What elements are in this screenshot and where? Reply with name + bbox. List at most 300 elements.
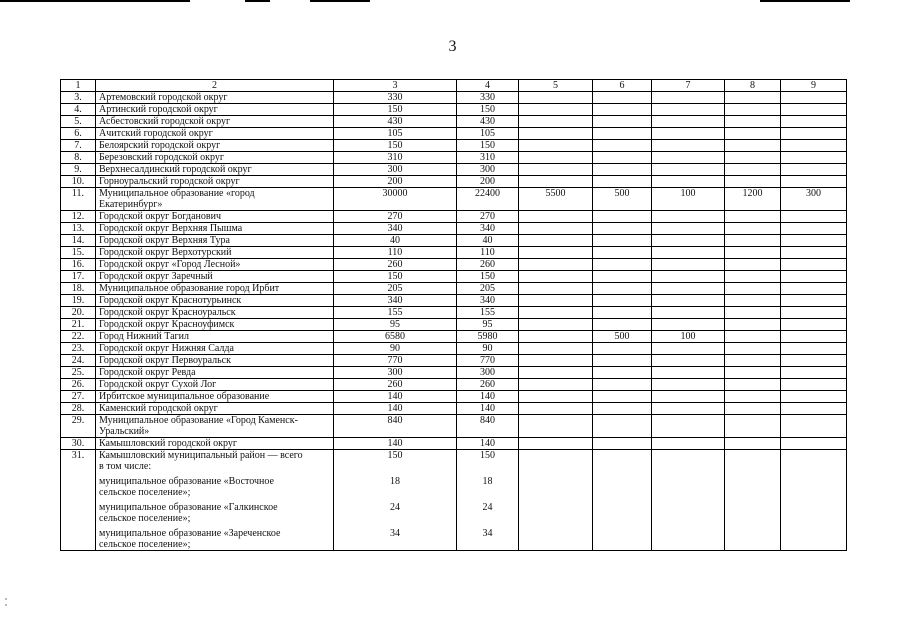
- value-cell-col-4: 310: [457, 152, 519, 164]
- municipality-name-line: Уральский»: [99, 426, 150, 437]
- municipality-name: Городской округ Верхняя Пышма: [96, 223, 334, 235]
- row-number: 21.: [61, 319, 96, 331]
- municipality-name: Ачитский городской округ: [96, 128, 334, 140]
- value-cell-col-3: 840: [334, 415, 457, 438]
- value-cell-col-5: [519, 450, 593, 551]
- sub-value-line: 24: [390, 502, 400, 513]
- row-number: 30.: [61, 438, 96, 450]
- value-cell-col-5: [519, 403, 593, 415]
- row-number: 24.: [61, 355, 96, 367]
- value-cell-col-6: [593, 259, 652, 271]
- blank-line: [460, 539, 515, 550]
- value-cell-col-5: [519, 307, 593, 319]
- value-cell-col-5: [519, 319, 593, 331]
- value-cell-col-6: [593, 379, 652, 391]
- row-number: 14.: [61, 235, 96, 247]
- municipality-name: Березовский городской округ: [96, 152, 334, 164]
- value-cell-col-8: [725, 235, 781, 247]
- municipality-name: Артинский городской округ: [96, 104, 334, 116]
- value-cell-col-6: [593, 367, 652, 379]
- value-cell-col-5: [519, 104, 593, 116]
- value-cell-col-4: 40: [457, 235, 519, 247]
- value-cell-col-7: [652, 391, 725, 403]
- value-cell-col-9: [781, 247, 847, 259]
- value-cell-col-4: 270: [457, 211, 519, 223]
- value-cell-col-8: [725, 247, 781, 259]
- row-number: 25.: [61, 367, 96, 379]
- table-row: [61, 235, 847, 247]
- municipality-name: Городской округ Верхотурский: [96, 247, 334, 259]
- row-number: 31.: [61, 450, 96, 551]
- table-row: [61, 379, 847, 391]
- value-cell-col-8: [725, 271, 781, 283]
- value-cell-col-9: [781, 176, 847, 188]
- value-cell-col-9: [781, 235, 847, 247]
- value-cell-col-9: [781, 211, 847, 223]
- municipality-name: [96, 188, 334, 211]
- value-cell-col-9: [781, 379, 847, 391]
- value-cell-col-6: [593, 271, 652, 283]
- value-cell-col-8: [725, 140, 781, 152]
- value-cell-col-4: 140: [457, 403, 519, 415]
- municipality-name-line: Муниципальное образование «город: [99, 188, 255, 199]
- value-cell-col-4: 150: [457, 140, 519, 152]
- value-cell-col-8: [725, 450, 781, 551]
- header-cell-4: 4: [457, 80, 519, 92]
- table-row: [61, 450, 847, 551]
- value-cell-col-9: [781, 438, 847, 450]
- value-cell-col-6: [593, 343, 652, 355]
- table-row: [61, 128, 847, 140]
- value-cell-col-8: [725, 319, 781, 331]
- blank-line: [460, 513, 515, 524]
- municipality-name: Городской округ Красноуральск: [96, 307, 334, 319]
- row-number: 19.: [61, 295, 96, 307]
- table-row: [61, 438, 847, 450]
- value-cell-col-9: [781, 307, 847, 319]
- value-cell-col-5: [519, 247, 593, 259]
- value-cell-col-4: 260: [457, 379, 519, 391]
- value-cell-col-9: [781, 271, 847, 283]
- value-line: 150: [480, 450, 495, 461]
- sub-entry-name-line: сельское поселение»;: [99, 487, 191, 498]
- value-cell-col-7: [652, 319, 725, 331]
- municipality-name: Городской округ Верхняя Тура: [96, 235, 334, 247]
- table-row: [61, 259, 847, 271]
- value-cell-col-7: [652, 176, 725, 188]
- value-cell-col-3: 330: [334, 92, 457, 104]
- table-row: [61, 92, 847, 104]
- table-row: [61, 283, 847, 295]
- municipality-name: Городской округ Ревда: [96, 367, 334, 379]
- value-cell-col-7: 100: [652, 188, 725, 211]
- value-cell-col-3: 150: [334, 104, 457, 116]
- table-row: [61, 403, 847, 415]
- value-cell-col-9: [781, 152, 847, 164]
- value-cell-col-9: [781, 104, 847, 116]
- value-cell-col-4: 300: [457, 367, 519, 379]
- table-row: [61, 152, 847, 164]
- value-cell-col-5: [519, 438, 593, 450]
- table-row: [61, 247, 847, 259]
- municipality-name-line: Камышловский муниципальный район — всего: [99, 450, 303, 461]
- value-cell-col-3: 310: [334, 152, 457, 164]
- sub-entry-name-line: муниципальное образование «Галкинское: [99, 502, 278, 513]
- table-row: [61, 295, 847, 307]
- municipality-name: Артемовский городской округ: [96, 92, 334, 104]
- value-cell-col-6: [593, 211, 652, 223]
- value-cell-col-3: 95: [334, 319, 457, 331]
- value-cell-col-6: [593, 128, 652, 140]
- table-row: [61, 343, 847, 355]
- value-cell-col-9: [781, 450, 847, 551]
- value-cell-col-8: [725, 379, 781, 391]
- value-cell-col-9: [781, 259, 847, 271]
- row-number: 28.: [61, 403, 96, 415]
- value-cell-col-7: [652, 247, 725, 259]
- table-row: [61, 188, 847, 211]
- value-cell-col-6: [593, 247, 652, 259]
- value-cell-col-8: [725, 283, 781, 295]
- value-cell-col-3: 6580: [334, 331, 457, 343]
- municipality-name-line: Екатеринбург»: [99, 199, 163, 210]
- header-row: [61, 80, 847, 92]
- value-cell-col-7: [652, 283, 725, 295]
- table-row: [61, 140, 847, 152]
- value-cell-col-5: [519, 295, 593, 307]
- value-cell-col-9: [781, 403, 847, 415]
- value-cell-col-8: [725, 295, 781, 307]
- value-cell-col-8: [725, 307, 781, 319]
- value-cell-col-3: 150: [334, 140, 457, 152]
- value-cell-col-8: [725, 355, 781, 367]
- value-cell-col-7: [652, 92, 725, 104]
- municipality-name: [96, 415, 334, 438]
- value-cell-col-5: [519, 283, 593, 295]
- row-number: 20.: [61, 307, 96, 319]
- row-number: 4.: [61, 104, 96, 116]
- value-cell-col-8: [725, 223, 781, 235]
- value-cell-col-7: [652, 343, 725, 355]
- table-row: [61, 319, 847, 331]
- value-cell-col-6: [593, 140, 652, 152]
- table-row: [61, 391, 847, 403]
- value-cell-col-9: [781, 128, 847, 140]
- value-cell-col-7: [652, 295, 725, 307]
- row-number: 12.: [61, 211, 96, 223]
- value-cell-col-5: [519, 271, 593, 283]
- value-cell-col-4: 105: [457, 128, 519, 140]
- header-cell-7: 7: [652, 80, 725, 92]
- value-cell-col-5: [519, 140, 593, 152]
- municipality-name: Камышловский городской округ: [96, 438, 334, 450]
- table-row: [61, 355, 847, 367]
- value-cell-col-6: [593, 403, 652, 415]
- scan-mark: [5, 604, 7, 606]
- value-cell-col-5: [519, 92, 593, 104]
- sub-value-line: 24: [482, 502, 493, 513]
- blank-line: [337, 461, 453, 472]
- table-row: [61, 307, 847, 319]
- value-cell-col-4: 340: [457, 295, 519, 307]
- value-cell-col-3: 105: [334, 128, 457, 140]
- row-number: 3.: [61, 92, 96, 104]
- table-row: [61, 176, 847, 188]
- value-cell-col-9: [781, 116, 847, 128]
- value-cell-col-8: [725, 438, 781, 450]
- municipality-name: Городской округ Красноуфимск: [96, 319, 334, 331]
- blank-line: [337, 487, 453, 498]
- row-number: 26.: [61, 379, 96, 391]
- value-cell-col-5: [519, 223, 593, 235]
- value-cell-col-7: [652, 403, 725, 415]
- value-cell-col-5: [519, 415, 593, 438]
- value-cell-col-7: [652, 259, 725, 271]
- row-number: 17.: [61, 271, 96, 283]
- value-cell-col-6: [593, 92, 652, 104]
- value-cell-col-8: [725, 152, 781, 164]
- value-cell-col-8: [725, 164, 781, 176]
- value-cell-col-3: 140: [334, 403, 457, 415]
- value-cell-col-7: [652, 438, 725, 450]
- value-cell-col-3: [334, 450, 457, 551]
- row-number: 7.: [61, 140, 96, 152]
- table-row: [61, 104, 847, 116]
- header-cell-9: 9: [781, 80, 847, 92]
- value-cell-col-6: [593, 235, 652, 247]
- value-cell-col-6: [593, 152, 652, 164]
- row-number: 13.: [61, 223, 96, 235]
- value-cell-col-7: 100: [652, 331, 725, 343]
- value-cell-col-4: 90: [457, 343, 519, 355]
- value-cell-col-5: [519, 367, 593, 379]
- value-cell-col-3: 140: [334, 391, 457, 403]
- header-cell-1: 1: [61, 80, 96, 92]
- value-cell-col-9: [781, 140, 847, 152]
- value-cell-col-7: [652, 271, 725, 283]
- row-number: 16.: [61, 259, 96, 271]
- municipality-name: Белоярский городской округ: [96, 140, 334, 152]
- value-cell-col-7: [652, 379, 725, 391]
- sub-value-line: 18: [482, 476, 493, 487]
- value-cell-col-6: [593, 438, 652, 450]
- value-cell-col-6: [593, 223, 652, 235]
- value-cell-col-3: 110: [334, 247, 457, 259]
- top-edge-line-middle: [245, 0, 270, 2]
- value-cell-col-7: [652, 116, 725, 128]
- value-cell-col-8: [725, 211, 781, 223]
- table-row: [61, 164, 847, 176]
- row-number: 23.: [61, 343, 96, 355]
- value-cell-col-5: [519, 235, 593, 247]
- sub-value-line: 34: [482, 528, 493, 539]
- sub-entry-name-line: муниципальное образование «Восточное: [99, 476, 274, 487]
- value-cell-col-6: [593, 295, 652, 307]
- municipality-name: Городской округ Первоуральск: [96, 355, 334, 367]
- municipality-name-line: Муниципальное образование «Город Каменск-: [99, 415, 298, 426]
- value-cell-col-6: [593, 450, 652, 551]
- value-cell-col-4: 5980: [457, 331, 519, 343]
- value-cell-col-8: [725, 343, 781, 355]
- table-row: [61, 211, 847, 223]
- value-cell-col-3: 140: [334, 438, 457, 450]
- value-cell-col-3: 90: [334, 343, 457, 355]
- municipality-name-line: в том числе:: [99, 461, 152, 472]
- municipality-name: Городской округ Заречный: [96, 271, 334, 283]
- value-cell-col-5: [519, 128, 593, 140]
- value-cell-col-8: [725, 331, 781, 343]
- value-cell-col-9: [781, 367, 847, 379]
- value-cell-col-4: 300: [457, 164, 519, 176]
- table-row: [61, 271, 847, 283]
- value-cell-col-5: [519, 355, 593, 367]
- table-row: [61, 367, 847, 379]
- value-cell-col-4: [457, 450, 519, 551]
- value-cell-col-8: [725, 259, 781, 271]
- value-cell-col-3: 300: [334, 164, 457, 176]
- value-cell-col-6: [593, 176, 652, 188]
- value-cell-col-4: 150: [457, 271, 519, 283]
- top-edge-line-left: [0, 0, 190, 2]
- header-cell-3: 3: [334, 80, 457, 92]
- value-cell-col-6: 500: [593, 331, 652, 343]
- value-cell-col-7: [652, 104, 725, 116]
- municipality-name: Каменский городской округ: [96, 403, 334, 415]
- value-cell-col-3: 40: [334, 235, 457, 247]
- table-row: [61, 415, 847, 438]
- value-cell-col-3: 200: [334, 176, 457, 188]
- row-number: 27.: [61, 391, 96, 403]
- row-number: 11.: [61, 188, 96, 211]
- value-cell-col-9: [781, 391, 847, 403]
- value-cell-col-4: 200: [457, 176, 519, 188]
- sub-value-line: 34: [390, 528, 400, 539]
- value-cell-col-5: [519, 164, 593, 176]
- blank-line: [337, 539, 453, 550]
- header-cell-5: 5: [519, 80, 593, 92]
- row-number: 29.: [61, 415, 96, 438]
- value-cell-col-5: [519, 391, 593, 403]
- value-cell-col-3: 770: [334, 355, 457, 367]
- page-number: 3: [448, 38, 457, 55]
- value-cell-col-6: [593, 283, 652, 295]
- municipality-name: Городской округ Богданович: [96, 211, 334, 223]
- value-cell-col-5: 5500: [519, 188, 593, 211]
- value-cell-col-4: 140: [457, 391, 519, 403]
- blank-line: [460, 487, 515, 498]
- table-row: [61, 331, 847, 343]
- municipality-name: Асбестовский городской округ: [96, 116, 334, 128]
- top-edge-line-far-right: [760, 0, 850, 2]
- row-number: 15.: [61, 247, 96, 259]
- value-cell-col-8: [725, 128, 781, 140]
- sub-value-line: 18: [390, 476, 400, 487]
- sub-entry-name-line: сельское поселение»;: [99, 513, 191, 524]
- municipality-name: Городской округ Сухой Лог: [96, 379, 334, 391]
- municipality-name: [96, 450, 334, 551]
- value-cell-col-9: 300: [781, 188, 847, 211]
- value-cell-col-3: 430: [334, 116, 457, 128]
- blank-line: [460, 461, 515, 472]
- row-number: 10.: [61, 176, 96, 188]
- value-cell-col-6: [593, 355, 652, 367]
- value-cell-col-8: [725, 391, 781, 403]
- municipality-name: Городской округ Нижняя Салда: [96, 343, 334, 355]
- municipality-name: Городской округ Краснотурьинск: [96, 295, 334, 307]
- value-cell-col-5: [519, 211, 593, 223]
- row-number: 6.: [61, 128, 96, 140]
- value-cell-col-7: [652, 128, 725, 140]
- value-cell-col-7: [652, 367, 725, 379]
- value-cell-col-4: 330: [457, 92, 519, 104]
- value-cell-col-9: [781, 223, 847, 235]
- row-number: 9.: [61, 164, 96, 176]
- top-edge-line-right: [310, 0, 370, 2]
- value-cell-col-5: [519, 379, 593, 391]
- municipality-name: Ирбитское муниципальное образование: [96, 391, 334, 403]
- header-cell-6: 6: [593, 80, 652, 92]
- value-cell-col-5: [519, 343, 593, 355]
- value-cell-col-4: 260: [457, 259, 519, 271]
- value-cell-col-7: [652, 235, 725, 247]
- value-cell-col-3: 205: [334, 283, 457, 295]
- value-cell-col-7: [652, 355, 725, 367]
- value-cell-col-3: 150: [334, 271, 457, 283]
- value-cell-col-8: [725, 104, 781, 116]
- value-cell-col-3: 260: [334, 379, 457, 391]
- value-cell-col-9: [781, 92, 847, 104]
- value-cell-col-8: [725, 367, 781, 379]
- municipality-name: Городской округ «Город Лесной»: [96, 259, 334, 271]
- table-row: [61, 116, 847, 128]
- value-cell-col-9: [781, 164, 847, 176]
- value-cell-col-6: 500: [593, 188, 652, 211]
- value-cell-col-9: [781, 415, 847, 438]
- value-cell-col-3: 340: [334, 295, 457, 307]
- value-cell-col-9: [781, 295, 847, 307]
- value-cell-col-6: [593, 415, 652, 438]
- value-cell-col-4: 340: [457, 223, 519, 235]
- value-cell-col-7: [652, 164, 725, 176]
- value-cell-col-7: [652, 223, 725, 235]
- value-cell-col-4: 140: [457, 438, 519, 450]
- row-number: 8.: [61, 152, 96, 164]
- value-cell-col-4: 770: [457, 355, 519, 367]
- value-cell-col-9: [781, 331, 847, 343]
- value-cell-col-3: 30000: [334, 188, 457, 211]
- value-cell-col-8: [725, 92, 781, 104]
- value-cell-col-6: [593, 104, 652, 116]
- value-cell-col-6: [593, 164, 652, 176]
- value-cell-col-4: 95: [457, 319, 519, 331]
- value-cell-col-6: [593, 116, 652, 128]
- value-cell-col-9: [781, 355, 847, 367]
- value-cell-col-5: [519, 259, 593, 271]
- row-number: 22.: [61, 331, 96, 343]
- scan-mark: [5, 598, 7, 600]
- value-cell-col-6: [593, 307, 652, 319]
- blank-line: [337, 513, 453, 524]
- value-cell-col-9: [781, 283, 847, 295]
- value-cell-col-8: [725, 176, 781, 188]
- value-cell-col-5: [519, 331, 593, 343]
- table-row: [61, 223, 847, 235]
- value-cell-col-9: [781, 319, 847, 331]
- value-cell-col-7: [652, 415, 725, 438]
- value-cell-col-3: 270: [334, 211, 457, 223]
- header-cell-2: 2: [96, 80, 334, 92]
- sub-entry-name-line: сельское поселение»;: [99, 539, 191, 550]
